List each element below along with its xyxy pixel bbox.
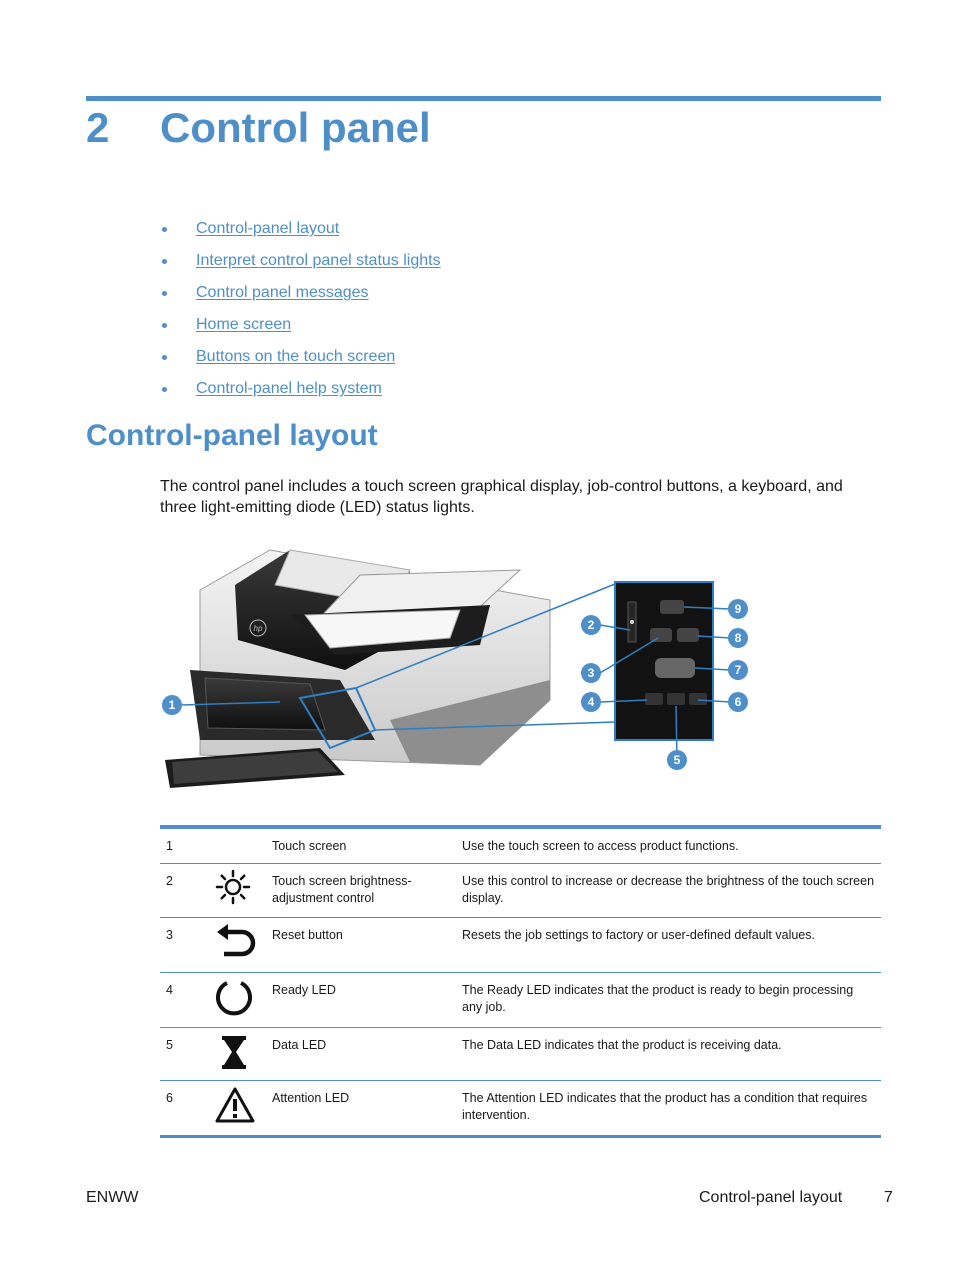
table-row <box>160 1080 881 1136</box>
table-row <box>160 827 881 863</box>
row-number: 2 <box>160 863 208 917</box>
bullet-icon <box>162 291 167 296</box>
toc-item <box>160 277 441 309</box>
bullet-icon <box>162 387 167 392</box>
row-number: 6 <box>166 1090 173 1105</box>
row-name: Ready LED <box>266 972 456 1027</box>
row-icon-cell <box>208 863 266 917</box>
row-description: Use this control to increase or decrease the brightness of the touch screen display. <box>456 863 881 917</box>
zoomed-control-panel <box>615 582 713 740</box>
toc-link-status-lights[interactable]: Interpret control panel status lights <box>196 252 441 269</box>
row-name: Touch screen brightness-adjustment control <box>266 863 456 917</box>
footer-enww: ENWW <box>86 1189 139 1206</box>
bullet-icon <box>162 355 167 360</box>
row-icon-cell <box>208 917 266 972</box>
row-name: Touch screen <box>266 827 456 863</box>
row-number: 1 <box>160 827 208 863</box>
brightness-icon <box>214 868 252 906</box>
row-icon-cell <box>208 1080 266 1136</box>
bullet-icon <box>162 259 167 264</box>
callout-label: 8 <box>734 631 742 645</box>
scanner-illustration <box>165 550 550 788</box>
footer-section: Control-panel layout <box>699 1189 843 1206</box>
chapter-toc <box>160 213 441 405</box>
toc-link-home-screen[interactable]: Home screen <box>196 316 292 333</box>
table-row <box>160 1027 881 1080</box>
section-title: Control-panel layout <box>86 419 378 452</box>
footer-page-number: 7 <box>884 1189 893 1206</box>
toc-item <box>160 373 441 405</box>
callout-label: 7 <box>734 663 742 677</box>
toc-link-panel-messages[interactable]: Control panel messages <box>196 284 369 301</box>
callout-label: 3 <box>587 666 595 680</box>
table-row <box>160 917 881 972</box>
toc-item <box>160 341 441 373</box>
callout-label: 2 <box>587 618 595 632</box>
row-icon-cell <box>208 1027 266 1080</box>
row-name: Reset button <box>266 917 456 972</box>
row-description: Use the touch screen to access product functions. <box>456 827 881 863</box>
table-row <box>160 972 881 1027</box>
toc-item <box>160 309 441 341</box>
chapter-rule <box>86 96 881 101</box>
ready-led-icon <box>214 977 254 1017</box>
hourglass-icon <box>214 1032 254 1072</box>
callout-label: 9 <box>734 602 742 616</box>
bullet-icon <box>162 227 167 232</box>
legend-table <box>160 825 881 1138</box>
row-number: 5 <box>160 1027 208 1080</box>
callout-label: 4 <box>587 695 595 709</box>
row-number: 3 <box>160 917 208 972</box>
row-number: 4 <box>160 972 208 1027</box>
row-description: The Data LED indicates that the product is receiving data. <box>456 1027 881 1080</box>
toc-link-help-system[interactable]: Control-panel help system <box>196 380 382 397</box>
toc-link-touch-buttons[interactable]: Buttons on the touch screen <box>196 348 396 365</box>
callout-label: 6 <box>734 695 742 709</box>
row-description: The Ready LED indicates that the product is ready to begin processing any job. <box>456 972 881 1027</box>
chapter-number: 2 <box>86 104 110 151</box>
row-description: The Attention LED indicates that the product has a condition that requires intervention. <box>462 1090 868 1122</box>
row-description: Resets the job settings to factory or user-defined default values. <box>456 917 881 972</box>
row-icon-cell <box>208 972 266 1027</box>
reset-icon <box>214 922 256 962</box>
row-name: Attention LED <box>272 1090 350 1105</box>
control-panel-figure <box>160 530 760 790</box>
section-intro: The control panel includes a touch screen graphical display, job-control buttons, a keyboard, and three light-emitting diode (LED) status lights. <box>160 478 843 516</box>
row-name: Data LED <box>266 1027 456 1080</box>
hp-logo: hp <box>253 624 263 633</box>
toc-item <box>160 245 441 277</box>
warning-icon <box>214 1085 256 1125</box>
toc-item <box>160 213 441 245</box>
toc-link-control-panel-layout[interactable]: Control-panel layout <box>196 220 340 237</box>
callout-label: 1 <box>168 698 176 712</box>
bullet-icon <box>162 323 167 328</box>
row-icon-cell <box>208 827 266 863</box>
chapter-title: Control panel <box>160 104 431 151</box>
callout-label: 5 <box>673 753 681 767</box>
table-row <box>160 863 881 917</box>
